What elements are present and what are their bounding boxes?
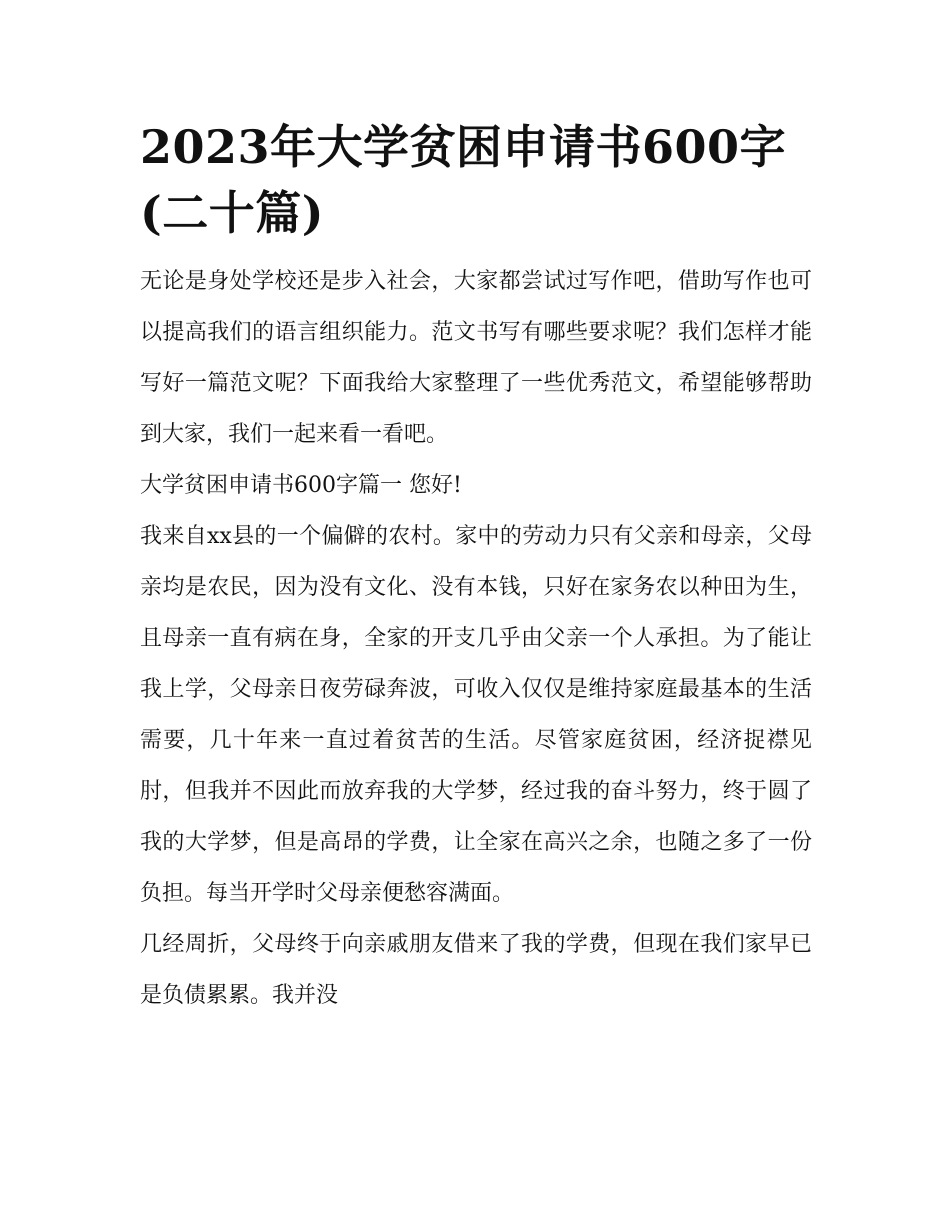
- title-line-2: (二十篇): [140, 186, 325, 240]
- section-heading-paragraph: 大学贫困申请书600字篇一 您好!: [140, 473, 462, 498]
- body-paragraph-2: 几经周折，父母终于向亲戚朋友借来了我的学费，但现在我们家早已是负债累累。我并没: [140, 932, 812, 1008]
- document-title: [140, 114, 812, 246]
- intro-paragraph: 无论是身处学校还是步入社会，大家都尝试过写作吧，借助写作也可以提高我们的语言组织能力。范文书写有哪些要求呢？我们怎样才能写好一篇范文呢？下面我给大家整理了一些优秀范文，希望能够帮助到大家，我们一起来看一看吧。: [140, 269, 812, 447]
- body-paragraph-1: 我来自xx县的一个偏僻的农村。家中的劳动力只有父亲和母亲，父母亲均是农民，因为没有文化、没有本钱，只好在家务农以种田为生，且母亲一直有病在身，全家的开支几乎由父亲一个人承担。为了能让我上学，父母亲日夜劳碌奔波，可收入仅仅是维持家庭最基本的生活需要，几十年来一直过着贫苦的生活。尽管家庭贫困，经济捉襟见肘，但我并不因此而放弃我的大学梦，经过我的奋斗努力，终于圆了我的大学梦，但是高昂的学费，让全家在高兴之余，也随之多了一份负担。每当开学时父母亲便愁容满面。: [140, 524, 812, 906]
- title-line-1: 2023年大学贫困申请书600字: [140, 120, 787, 174]
- document-body: [140, 114, 812, 1021]
